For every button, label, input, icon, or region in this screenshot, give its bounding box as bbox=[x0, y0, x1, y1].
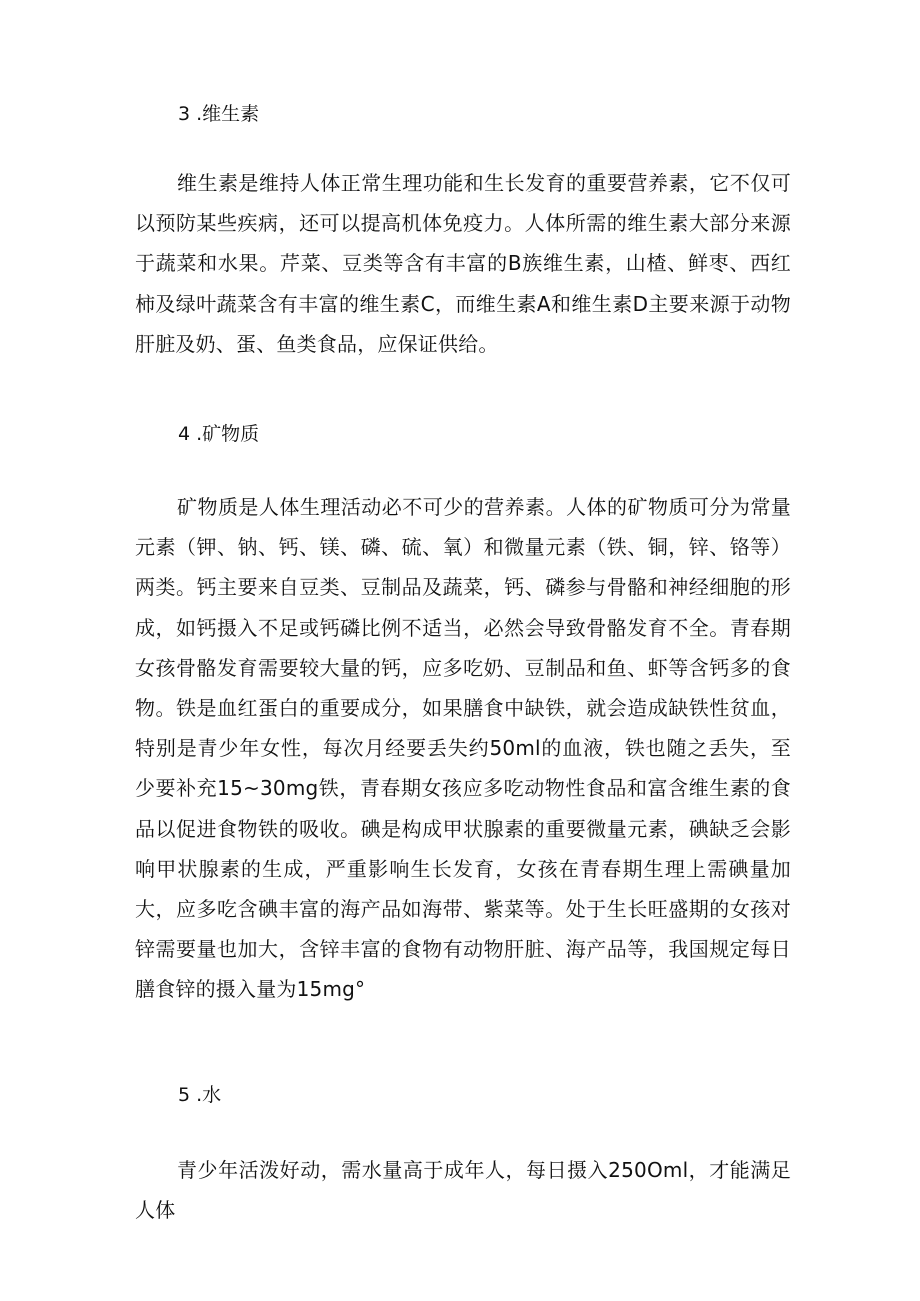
section-heading-water: 5 .水 bbox=[178, 1084, 222, 1106]
paragraph-vitamins: 维生素是维持人体正常生理功能和生长发育的重要营养素，它不仅可以预防某些疾病，还可以提高机体免疫力。人体所需的维生素大部分来源于蔬菜和水果。芹菜、豆类等含有丰富的B族维生素，山楂、鲜枣、西红柿及绿叶蔬菜含有丰富的维生素C，而维生素A和维生素D主要来源于动物肝脏及奶、蛋、鱼类食品，应保证供给。 bbox=[135, 171, 791, 356]
paragraph-water: 青少年活泼好动，需水量高于成年人，每日摄入250Oml，才能满足人体 bbox=[135, 1158, 791, 1223]
paragraph-minerals: 矿物质是人体生理活动必不可少的营养素。人体的矿物质可分为常量元素（钾、钠、钙、镁、磷、硫、氧）和微量元素（铁、铜，锌、铬等）两类。钙主要来自豆类、豆制品及蔬菜，钙、磷参与骨骼和神经细胞的形成，如钙摄入不足或钙磷比例不适当，必然会导致骨骼发育不全。青春期女孩骨骼发育需要较大量的钙，应多吃奶、豆制品和鱼、虾等含钙多的食物。铁是血红蛋白的重要成分，如果膳食中缺铁，就会造成缺铁性贫血，特别是青少年女性，每次月经要丢失约50ml的血液，铁也随之丢失，至少要补充15~30mg铁，青春期女孩应多吃动物性食品和富含维生素的食品以促进食物铁的吸收。碘是构成甲状腺素的重要微量元素，碘缺乏会影响甲状腺素的生成，严重影响生长发育，女孩在青春期生理上需碘量加大，应多吃含碘丰富的海产品如海带、紫菜等。处于生长旺盛期的女孩对锌需要量也加大，含锌丰富的食物有动物肝脏、海产品等，我国规定每日膳食锌的摄入量为15mg° bbox=[135, 495, 791, 1002]
section-heading-minerals: 4 .矿物质 bbox=[178, 423, 260, 445]
section-heading-vitamins: 3 .维生素 bbox=[178, 103, 260, 125]
